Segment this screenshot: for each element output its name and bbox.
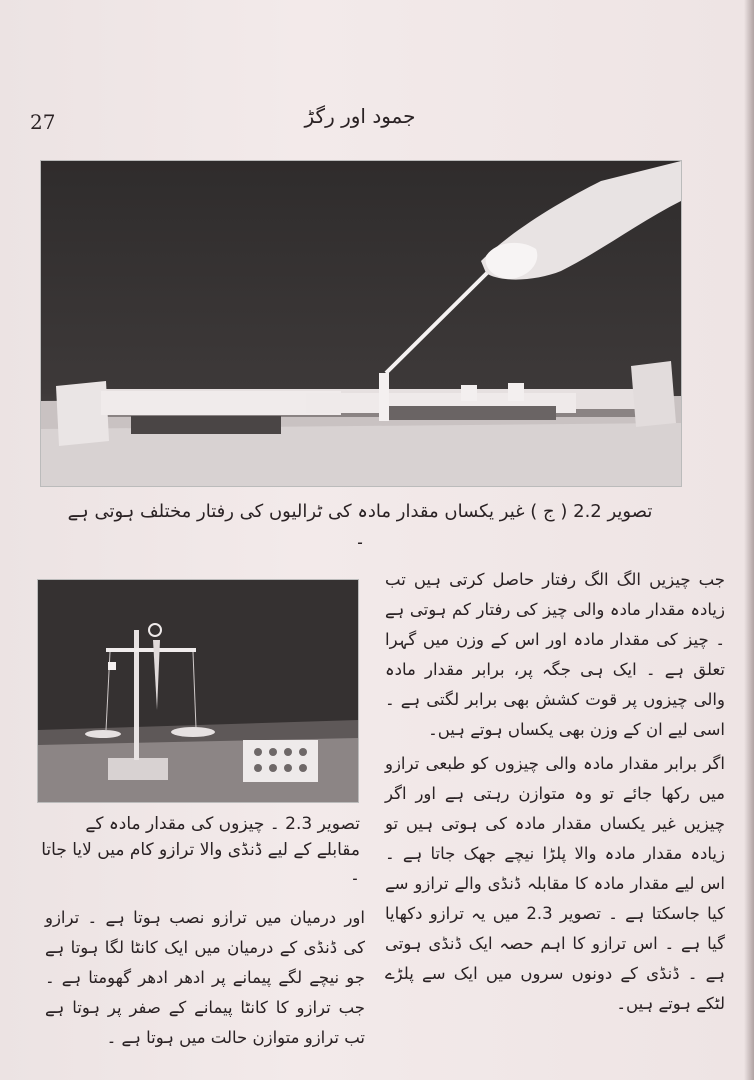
- left-text-column: [45, 903, 365, 1057]
- paragraph: اگر برابر مقدار مادہ والی چیزوں کو طبعی ترازو میں رکھا جائے تو وہ متوازن رہتی ہے اور اگر چیزیں غیر یکساں مقدار مادہ کی ہوتی ہیں تو زیادہ مقدار مادہ والا پلڑا نیچے جھک جاتا ہے ۔ اس لیے مقدار مادہ کا مقابلہ ڈنڈی والے ترازو سے کیا جاسکتا ہے ۔ تصویر 2.3 میں یہ ترازو دکھایا گیا ہے ۔ اس ترازو کا اہم حصہ ایک ڈنڈی ہوتی ہے ۔ ڈنڈی کے دونوں سروں میں ایک سے پلڑے لٹکے ہوتے ہیں۔: [385, 754, 725, 1013]
- page-edge-shadow: [744, 0, 754, 1080]
- trolley-photograph: [40, 160, 682, 487]
- right-text-column: [385, 565, 725, 1023]
- page-number: 27: [30, 110, 56, 134]
- paragraph: جب چیزیں الگ الگ رفتار حاصل کرتی ہیں تب زیادہ مقدار مادہ والی چیز کی رفتار کم ہوتی ہے ۔ چیز کی مقدار مادہ اور اس کے وزن میں گہرا تعلق ہے ۔ ایک ہی جگہ پر، برابر مقدار مادہ والی چیزوں پر قوت کشش بھی برابر لگتی ہے ۔ اسی لیے ان کے وزن بھی یکساں ہوتے ہیں۔: [385, 570, 725, 739]
- figure-2-3-caption: تصویر 2.3 ۔ چیزوں کی مقدار مادہ کے مقابلے کے لیے ڈنڈی والا ترازو کام میں لایا جاتا ۔: [41, 814, 360, 885]
- running-title: جمود اور رگڑ: [304, 104, 416, 128]
- figure-2-2-caption: تصویر 2.2 ( ج ) غیر یکساں مقدار مادہ کی ٹرالیوں کی رفتار مختلف ہوتی ہے ۔: [67, 501, 653, 549]
- trolley-photo-art: [41, 161, 681, 486]
- paragraph: اور درمیان میں ترازو نصب ہوتا ہے ۔ ترازو کی ڈنڈی کے درمیان میں ایک کانٹا لگا ہوتا ہے جو نیچے لگے پیمانے پر ادھر ادھر گھومتا ہے ۔ جب ترازو کا کانٹا پیمانے کے صفر پر ہوتا ہے تب ترازو متوازن حالت میں ہوتا ہے ۔: [45, 908, 365, 1047]
- beam-balance-photograph: [37, 579, 359, 803]
- beam-balance-photo-art: [38, 580, 358, 802]
